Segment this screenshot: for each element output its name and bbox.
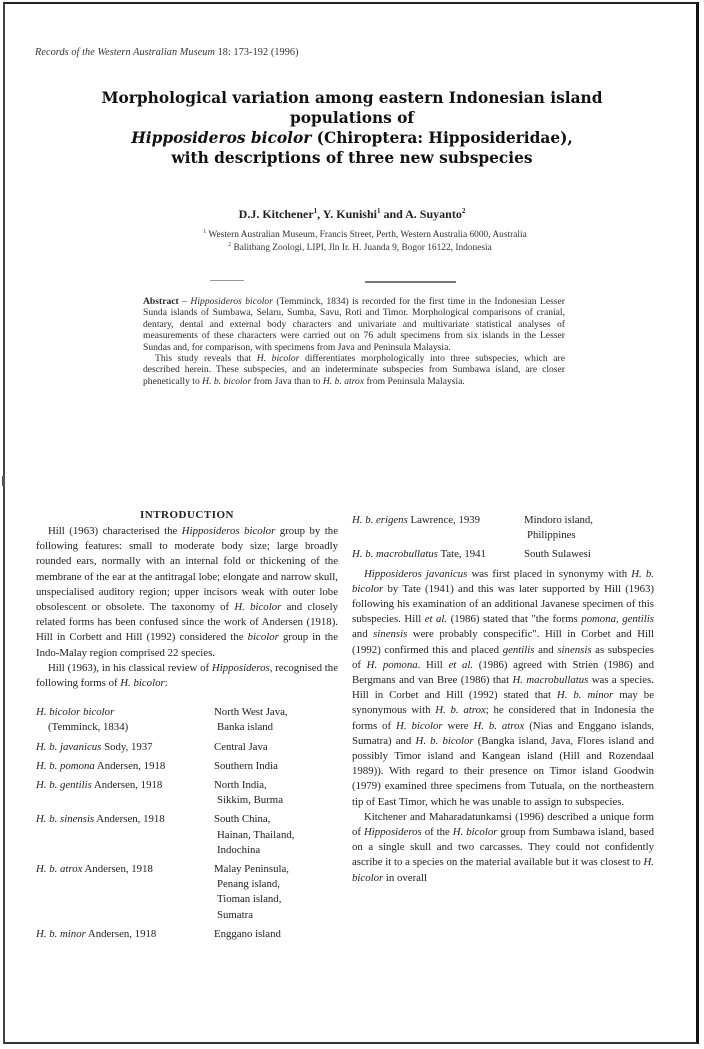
taxon-name: H. bicolor xyxy=(120,677,165,690)
title-species: Hipposideros bicolor xyxy=(131,129,312,147)
taxon-form-name: H. b. javanicus Sody, 1937 xyxy=(36,740,153,753)
taxon-form-locality: Enggano island xyxy=(214,927,281,940)
intro-paragraph-3: Hipposideros javanicus was first placed in synonymy with H. b. bicolor by Tate (1941) and this was later supported by Hill (1963) following his examination of an additional Javanese specimen of this subspecies. Hill et al. (1986) stated that "the forms pomona, gentilis and sinensis were probably conspecific". Hill in Corbet and Hill (1992) confirmed this and placed gentilis and sinensis as subspecies of H. pomona. Hill et al. (1986) agreed with Strien (1986) and Bergmans and van Bree (1986) that H. macrobullatus was a species. Hill in Corbet and Hill (1992) stated that H. b. minor may be synonymous with H. b. atrox; he considered that in Indonesia the forms of H. bicolor were H. b. atrox (Nias and Enggano islands, Sumatra) and H. b. bicolor (Bangka island, Java, Flores island and possibly Timor island and Kangean island (Hill and Rozendaal 1989)). With regard to their presence on Timor island Goodwin (1979) examined three specimens from Tutuala, on the northeastern tip of East Timor, which he was unable to assign to subspecies. xyxy=(352,567,654,808)
taxon-name: H. bicolor xyxy=(234,601,282,614)
taxon-form-author: Lawrence, 1939 xyxy=(410,514,481,526)
taxon-name: H. macrobullatus xyxy=(512,674,589,687)
left-column xyxy=(36,508,338,946)
taxon-name: bicolor xyxy=(247,631,279,644)
taxon-name: Hipposideros bicolor xyxy=(181,525,276,537)
taxon-form-row xyxy=(36,705,338,735)
taxon-name: H. pomona xyxy=(366,658,418,671)
divider-short xyxy=(210,280,244,281)
affiliation-1: $^1$ Western Australian Museum, Francis Street, Perth, Western Australia 6000, Australia xyxy=(203,229,527,241)
taxon-name: Hipposideros javanicus xyxy=(364,567,468,580)
taxon-name: et al. xyxy=(424,613,448,626)
volume-pages: 18: 173-192 (1996) xyxy=(217,47,299,58)
taxon-form-locality: North India, Sikkim, Burma xyxy=(214,779,283,807)
taxon-form-row xyxy=(36,812,338,858)
author-1: D.J. Kitchener xyxy=(238,207,314,221)
scan-edge-mark xyxy=(2,476,5,486)
taxon-form-name: H. b. gentilis Andersen, 1918 xyxy=(36,779,163,792)
taxon-name: H. bicolor xyxy=(352,856,654,884)
taxon-form-author: Sody, 1937 xyxy=(104,740,153,753)
taxon-name: H. bicolor xyxy=(452,826,498,839)
forms-list-left xyxy=(36,705,338,942)
journal-name: Records of the Western Australian Museum xyxy=(35,47,215,58)
taxon-name: Hipposideros xyxy=(363,826,422,839)
running-head xyxy=(35,47,299,58)
taxon-name: et al. xyxy=(448,658,474,671)
taxon-name: gentilis xyxy=(502,643,535,656)
taxon-name: H. b. minor xyxy=(556,689,614,702)
intro-paragraph-1: Hill (1963) characterised the Hipposideros bicolor group by the following features: small to moderate body size; large broadly rounded ears, normally with an internal fold or thickening of the membrane of the ear at the antitragal lobe; elongate and narrow skull, unspecialised auditory region; upper incisors weak with outer lobe obsolescent or obsolete. The taxonomy of H. bicolor and closely related forms has been confused since the work of Andersen (1918). Hill in Corbett and Hill (1992) considered the bicolor group in the Indo-Malay region comprised 22 species. xyxy=(36,525,338,659)
taxon-form-row xyxy=(36,740,338,755)
taxon-form-name: H. b. macrobullatus Tate, 1941 xyxy=(352,548,486,561)
author-3: and A. Suyanto xyxy=(380,207,462,221)
taxon-name: Hipposideros xyxy=(211,661,270,674)
author-list: D.J. Kitchener$^1$, Y. Kunishi$^1$ and A. Suyanto$^2$ xyxy=(238,207,466,221)
taxon-form-row xyxy=(36,778,338,808)
taxon-name: sinensis xyxy=(373,628,408,641)
taxon-name: H. b. atrox xyxy=(435,704,486,717)
right-column xyxy=(352,513,654,886)
taxon-form-locality: South Sulawesi xyxy=(524,548,591,561)
taxon-form-name: H. b. pomona Andersen, 1918 xyxy=(36,759,166,772)
taxon-name: H. bicolor xyxy=(396,719,443,732)
taxon-name: H. b. atrox xyxy=(473,719,525,732)
abstract-paragraph-1: Abstract – Hipposideros bicolor (Temminck, 1834) is recorded for the first time in the Indonesian Lesser Sunda islands of Sumbawa, Selaru, Sumba, Savu, Roti and Timor. Morphological comparisons of cranial, dentary, dental and external body characters and univariate and multivariate statistical analyses of measurements of these characters were carried out on 76 adult specimens from six islands in the Lesser Sundas and, for comparison, with specimens from Java and Peninsula Malaysia. xyxy=(143,296,565,353)
taxon-form-author: Andersen, 1918 xyxy=(96,813,165,826)
taxon-form-author: Andersen, 1918 xyxy=(96,759,166,772)
taxon-form-locality: South China, Hainan, Thailand, Indochina xyxy=(214,813,295,856)
taxon-form-locality: Central Java xyxy=(214,740,268,753)
taxon-name: sinensis xyxy=(557,643,592,656)
taxon-form-author: Andersen, 1918 xyxy=(93,779,163,792)
abstract-label: Abstract xyxy=(143,296,179,307)
divider-long xyxy=(365,281,456,283)
taxon-form-row xyxy=(352,547,654,562)
taxon-form-name: H. b. erigens Lawrence, 1939 xyxy=(352,514,481,526)
abstract-paragraph-2: This study reveals that H. bicolor differentiates morphologically into three subspecies, which are described herein. These subspecies, and an indeterminate subspecies from Sumbawa island, are closer phenetically to H. b. bicolor from Java than to H. b. atrox from Peninsula Malaysia. xyxy=(143,353,565,387)
taxon-form-author: Andersen, 1918 xyxy=(84,863,153,876)
abstract xyxy=(143,296,565,387)
intro-paragraph-2: Hill (1963), in his classical review of Hipposideros, recognised the following forms of H. bicolor: xyxy=(36,661,338,690)
taxon-form-locality: North West Java, Banka island xyxy=(214,706,288,734)
taxon-form-name: H. b. minor Andersen, 1918 xyxy=(36,927,157,940)
taxon-form-row xyxy=(36,759,338,774)
taxon-form-author: Tate, 1941 xyxy=(440,548,486,561)
taxon-name: H. b. bicolor xyxy=(352,567,654,595)
taxon-name: H. b. bicolor xyxy=(415,734,474,747)
taxon-form-name: H. bicolor bicolor (Temminck, 1834) xyxy=(36,705,214,735)
taxon-form-row xyxy=(36,862,338,923)
title-line-3: with descriptions of three new subspecies xyxy=(171,149,533,167)
title-line-1: Morphological variation among eastern Indonesian island populations of xyxy=(101,89,603,127)
taxon-form-locality: Malay Peninsula, Penang island, Tioman island, Sumatra xyxy=(214,863,289,921)
taxon-form-name: H. b. atrox Andersen, 1918 xyxy=(36,863,153,876)
taxon-form-locality: Mindoro island, Philippines xyxy=(524,514,593,542)
taxon-form-author: (Temminck, 1834) xyxy=(48,721,129,734)
author-2: , Y. Kunishi xyxy=(317,207,377,221)
taxon-form-name: H. b. sinensis Andersen, 1918 xyxy=(36,813,165,826)
title-line-2: Hipposideros bicolor (Chiroptera: Hipposideridae), xyxy=(131,129,573,147)
intro-paragraph-4: Kitchener and Maharadatunkamsi (1996) described a unique form of Hipposideros of the H. bicolor group from Sumbawa island, based on a single skull and two carcasses. They could not confidently ascribe it to a species on the material available but it was closest to H. bicolor in overall xyxy=(352,810,654,884)
taxon-name: pomona, gentilis xyxy=(581,613,654,626)
affiliation-2: $^2$ Balitbang Zoologi, LIPI, Jln Ir. H. Juanda 9, Bogor 16122, Indonesia xyxy=(228,242,492,254)
forms-list-right xyxy=(352,513,654,563)
taxon-form-row xyxy=(352,513,654,543)
section-heading-introduction: INTRODUCTION xyxy=(139,509,234,521)
taxon-form-author: Andersen, 1918 xyxy=(87,927,157,940)
taxon-form-row xyxy=(36,927,338,942)
taxon-form-locality: Southern India xyxy=(214,759,278,772)
article-title xyxy=(60,88,644,168)
